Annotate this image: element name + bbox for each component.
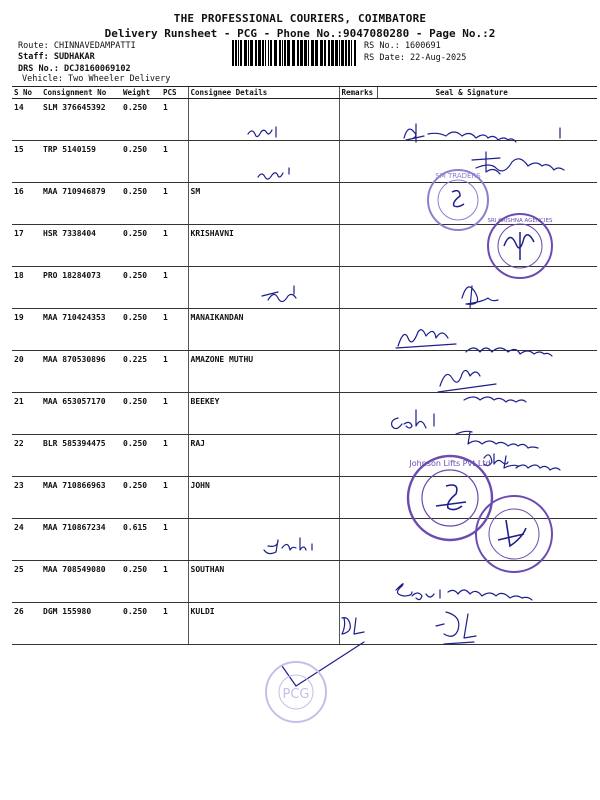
table-row (12, 393, 597, 435)
row-seal (377, 225, 597, 267)
row-consignment: SLM 376645392 (41, 99, 121, 141)
table-row (12, 309, 597, 351)
barcode-bar (315, 40, 318, 66)
row-seal (377, 393, 597, 435)
row-consignment: HSR 7338404 (41, 225, 121, 267)
row-remarks (339, 435, 377, 477)
row-seal (377, 561, 597, 603)
barcode-bar (262, 40, 264, 66)
row-consignment: MAA 870530896 (41, 351, 121, 393)
table-row (12, 561, 597, 603)
svg-text:Johnson Lifts Pvt Ltd: Johnson Lifts Pvt Ltd (409, 459, 491, 468)
table-row (12, 351, 597, 393)
row-weight: 0.250 (121, 309, 161, 351)
barcode-bar (292, 40, 295, 66)
row-pcs: 1 (161, 225, 188, 267)
row-consignment: MAA 653057170 (41, 393, 121, 435)
table-row (12, 183, 597, 225)
barcode (232, 40, 358, 66)
col-consignment: Consignment No (41, 87, 121, 99)
barcode-bar (265, 40, 266, 66)
row-seal (377, 267, 597, 309)
row-pcs: 1 (161, 603, 188, 645)
col-weight: Weight (121, 87, 161, 99)
col-pcs: PCS (161, 87, 188, 99)
row-consignee (188, 267, 339, 309)
stamp-pcg (266, 662, 326, 722)
rs-number: RS No.: 1600691 (364, 41, 441, 51)
row-remarks (339, 561, 377, 603)
row-remarks (339, 393, 377, 435)
row-sno: 24 (12, 519, 41, 561)
barcode-bar (297, 40, 299, 66)
vehicle-label: Vehicle: Two Wheeler Delivery (22, 74, 171, 84)
row-pcs: 1 (161, 267, 188, 309)
barcode-bar (250, 40, 253, 66)
row-seal (377, 519, 597, 561)
table-row (12, 477, 597, 519)
row-consignment: MAA 710424353 (41, 309, 121, 351)
barcode-bar (282, 40, 283, 66)
row-remarks (339, 183, 377, 225)
row-weight: 0.250 (121, 267, 161, 309)
barcode-bar (258, 40, 261, 66)
runsheet-title: Delivery Runsheet - PCG - Phone No.:9047080280 - Page No.:2 (104, 27, 496, 40)
row-consignee: KULDI (188, 603, 339, 645)
row-sno: 18 (12, 267, 41, 309)
barcode-bar (335, 40, 338, 66)
row-consignee (188, 141, 339, 183)
barcode-bar (268, 40, 269, 66)
row-consignee: RAJ (188, 435, 339, 477)
row-pcs: 1 (161, 183, 188, 225)
barcode-bar (341, 40, 344, 66)
row-sno: 17 (12, 225, 41, 267)
row-sno: 22 (12, 435, 41, 477)
row-remarks (339, 141, 377, 183)
table-row (12, 225, 597, 267)
barcode-bar (279, 40, 281, 66)
table-row (12, 519, 597, 561)
row-sno: 23 (12, 477, 41, 519)
row-sno: 14 (12, 99, 41, 141)
barcode-bar (244, 40, 247, 66)
barcode-bar (235, 40, 237, 66)
row-pcs: 1 (161, 141, 188, 183)
row-seal (377, 309, 597, 351)
row-consignment: MAA 710867234 (41, 519, 121, 561)
barcode-bar (348, 40, 350, 66)
row-consignment: TRP 5140159 (41, 141, 121, 183)
barcode-bar (284, 40, 286, 66)
row-remarks (339, 519, 377, 561)
barcode-bar (248, 40, 249, 66)
table-row (12, 99, 597, 141)
row-consignee (188, 99, 339, 141)
row-remarks (339, 477, 377, 519)
row-remarks (339, 351, 377, 393)
route-label: Route: CHINNAVEDAMPATTI (18, 41, 136, 51)
row-pcs: 1 (161, 477, 188, 519)
row-remarks (339, 99, 377, 141)
barcode-bar (232, 40, 234, 66)
barcode-bar (320, 40, 323, 66)
barcode-bar (331, 40, 334, 66)
barcode-bar (274, 40, 277, 66)
row-consignee: SOUTHAN (188, 561, 339, 603)
rs-date: RS Date: 22-Aug-2025 (364, 53, 467, 63)
row-consignment: DGM 155980 (41, 603, 121, 645)
row-weight: 0.250 (121, 393, 161, 435)
table-row (12, 267, 597, 309)
row-remarks (339, 603, 377, 645)
col-seal: Seal & Signature (377, 87, 597, 99)
row-seal (377, 435, 597, 477)
row-weight: 0.615 (121, 519, 161, 561)
row-pcs: 1 (161, 351, 188, 393)
row-remarks (339, 309, 377, 351)
svg-text:PCG: PCG (282, 687, 310, 702)
row-consignee: KRISHAVNI (188, 225, 339, 267)
row-seal (377, 99, 597, 141)
row-pcs: 1 (161, 99, 188, 141)
col-consignee: Consignee Details (188, 87, 339, 99)
svg-text:SM TRADERS: SM TRADERS (435, 172, 481, 180)
row-seal (377, 477, 597, 519)
barcode-bar (255, 40, 257, 66)
row-consignee: AMAZONE MUTHU (188, 351, 339, 393)
staff-label: Staff: SUDHAKAR (18, 52, 95, 62)
row-remarks (339, 225, 377, 267)
barcode-bar (240, 40, 242, 66)
barcode-bar (304, 40, 307, 66)
row-sno: 20 (12, 351, 41, 393)
barcode-bar (287, 40, 290, 66)
barcode-bar (311, 40, 314, 66)
row-pcs: 1 (161, 561, 188, 603)
row-pcs: 1 (161, 519, 188, 561)
row-sno: 26 (12, 603, 41, 645)
table-row (12, 435, 597, 477)
signature-tick (282, 642, 364, 686)
svg-text:SRI KRISHNA AGENCIES: SRI KRISHNA AGENCIES (487, 218, 553, 224)
row-weight: 0.250 (121, 141, 161, 183)
barcode-bar (351, 40, 352, 66)
row-consignment: BLR 585394475 (41, 435, 121, 477)
row-seal (377, 183, 597, 225)
runsheet-table (12, 86, 597, 642)
barcode-bar (238, 40, 239, 66)
row-consignee: MANAIKANDAN (188, 309, 339, 351)
row-sno: 25 (12, 561, 41, 603)
row-pcs: 1 (161, 309, 188, 351)
barcode-bar (308, 40, 309, 66)
barcode-bar (339, 40, 340, 66)
row-weight: 0.250 (121, 225, 161, 267)
row-pcs: 1 (161, 393, 188, 435)
row-weight: 0.250 (121, 183, 161, 225)
row-sno: 19 (12, 309, 41, 351)
row-consignee: SM (188, 183, 339, 225)
barcode-bar (300, 40, 303, 66)
barcode-bar (324, 40, 326, 66)
row-seal (377, 351, 597, 393)
row-sno: 21 (12, 393, 41, 435)
row-weight: 0.225 (121, 351, 161, 393)
row-sno: 15 (12, 141, 41, 183)
company-title: THE PROFESSIONAL COURIERS, COIMBATORE (173, 12, 427, 25)
row-weight: 0.250 (121, 435, 161, 477)
row-remarks (339, 267, 377, 309)
row-pcs: 1 (161, 435, 188, 477)
row-consignment: MAA 710946879 (41, 183, 121, 225)
barcode-bar (354, 40, 356, 66)
row-weight: 0.250 (121, 603, 161, 645)
row-consignment: PRO 18284073 (41, 267, 121, 309)
row-seal (377, 603, 597, 645)
col-sno: S No (12, 87, 41, 99)
row-weight: 0.250 (121, 561, 161, 603)
row-consignee: JOHN (188, 477, 339, 519)
col-remarks: Remarks (339, 87, 377, 99)
drs-number: DRS No.: DCJ8160069102 (18, 64, 131, 74)
row-consignee: BEEKEY (188, 393, 339, 435)
row-weight: 0.250 (121, 99, 161, 141)
barcode-bar (328, 40, 330, 66)
row-consignment: MAA 708549080 (41, 561, 121, 603)
row-weight: 0.250 (121, 477, 161, 519)
table-row (12, 603, 597, 645)
table-header-row (12, 87, 597, 99)
table-row (12, 141, 597, 183)
row-consignment: MAA 710866963 (41, 477, 121, 519)
row-consignee (188, 519, 339, 561)
barcode-bar (345, 40, 347, 66)
barcode-bar (270, 40, 272, 66)
row-seal (377, 141, 597, 183)
row-sno: 16 (12, 183, 41, 225)
